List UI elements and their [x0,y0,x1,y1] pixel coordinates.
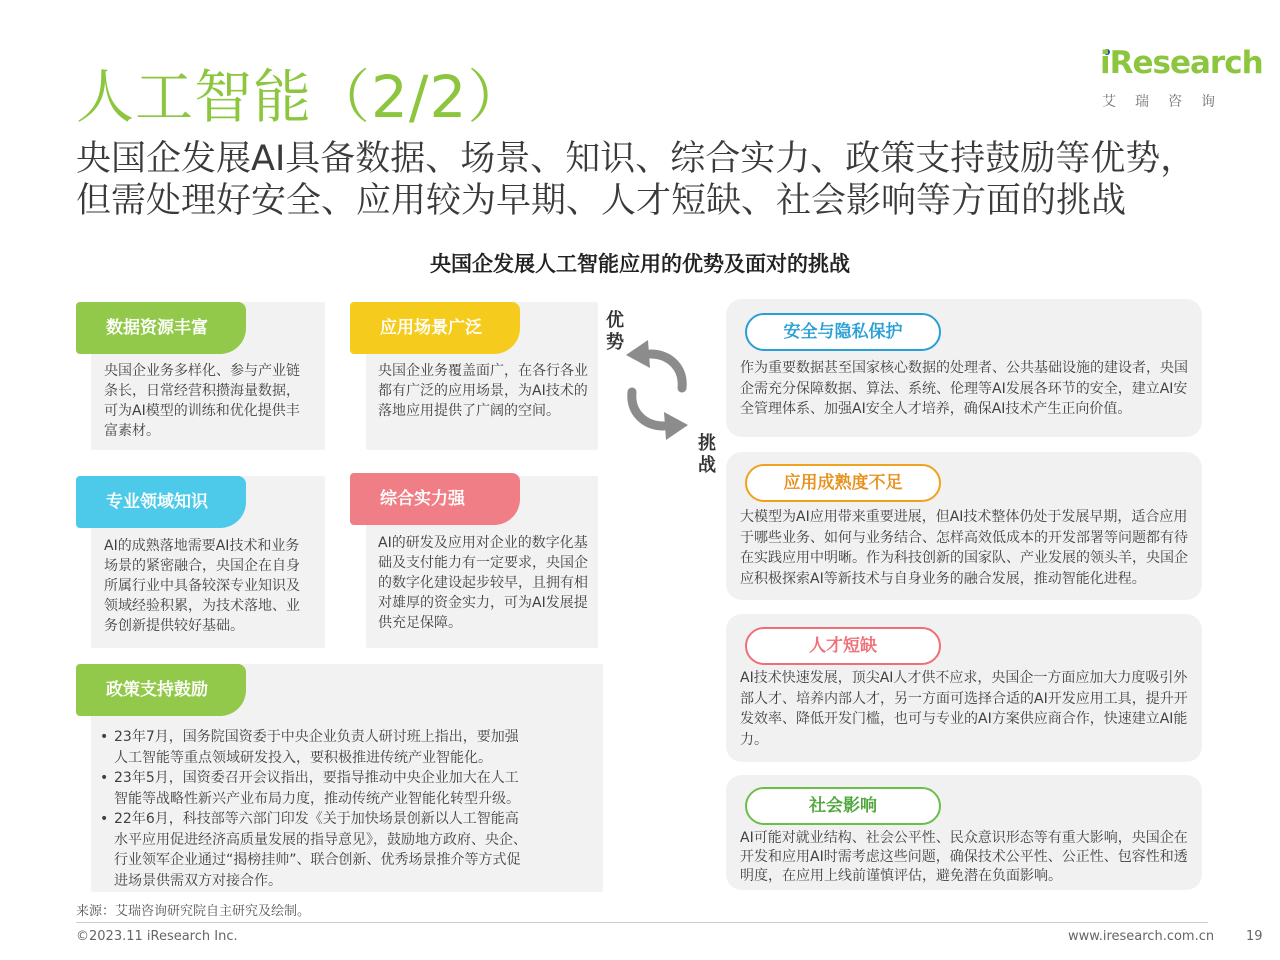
copyright: ©2023.11 iResearch Inc. [76,929,238,944]
policy-item: • 23年7月，国务院国资委于中央企业负责人研讨班上指出，要加强人工智能等重点领域研发投入，要积极推进传统产业智能化。 [100,727,530,768]
page-title: 人工智能（2/2） [76,63,527,131]
logo-subtitle: 艾瑞咨询 [1102,94,1234,110]
challenge-text-talent: AI技术快速发展，顶尖AI人才供不应求，央国企一方面应加大力度吸引外部人才、培养内部人才，另一方面可选择合适的AI开发应用工具，提升开发效率、降低开发门槛，也可与专业的AI方案供应商合作，快速建立AI能力。 [740,670,1188,748]
iresearch-logo [1100,45,1263,115]
advantage-text-data: 央国企业务多样化、参与产业链条长，日常经营积攒海量数据，可为AI模型的训练和优化提供丰富素材。 [104,363,300,439]
policy-item: • 22年6月，科技部等六部门印发《关于加快场景创新以人工智能高水平应用促进经济高质量发展的指导意见》，鼓励地方政府、央企、行业领军企业通过“揭榜挂帅”、联合创新、优秀场景推介等方式促进场景供需双方对接合作。 [100,809,530,891]
source-note: 来源：艾瑞咨询研究院自主研究及绘制。 [76,904,311,919]
advantage-text-scenario: 央国企业务覆盖面广，在各行各业都有广泛的应用场景，为AI技术的落地应用提供了广阔的空间。 [378,363,588,419]
advantage-label-scenario: 应用场景广泛 [350,302,520,354]
website-link[interactable]: www.iresearch.com.cn [1068,929,1215,944]
subtitle-line-2: 但需处理好安全、应用较为早期、人才短缺、社会影响等方面的挑战 [76,181,1127,221]
challenge-text-security: 作为重要数据甚至国家核心数据的处理者、公共基础设施的建设者，央国企需充分保障数据、算法、系统、伦理等AI发展各环节的安全，建立AI安全管理体系、加强AI安全人才培养，确保AI技术产生正向价值。 [740,360,1188,417]
challenge-label-maturity: 应用成熟度不足 [745,464,941,502]
logo-word: iResearch [1100,45,1263,81]
page-number: 19 [1246,929,1263,944]
advantage-text-strength: AI的研发及应用对企业的数字化基础及支付能力有一定要求，央国企的数字化建设起步较早，且拥有相对雄厚的资金实力，可为AI发展提供充足保障。 [378,535,588,631]
advantage-text-knowledge: AI的成熟落地需要AI技术和业务场景的紧密融合，央国企在自身所属行业中具备较深专业知识及领域经验积累，为技术落地、业务创新提供较好基础。 [104,538,300,634]
exchange-arrows-icon [618,340,698,440]
chart-title: 央国企发展人工智能应用的优势及面对的挑战 [430,252,850,276]
policy-item: • 23年5月，国资委召开会议指出，要指导推动中央企业加大在人工智能等战略性新兴产业布局力度，推动传统产业智能化转型升级。 [100,768,530,809]
advantage-label-strength: 综合实力强 [350,473,520,525]
advantage-label-knowledge: 专业领域知识 [76,476,246,528]
challenge-label-talent: 人才短缺 [745,627,941,665]
challenge-side-label: 挑战 [698,433,716,476]
page-subtitle [76,138,1195,222]
challenge-label-security: 安全与隐私保护 [745,313,941,351]
policy-label: 政策支持鼓励 [76,664,246,716]
advantage-side-label: 优势 [606,310,624,353]
subtitle-line-1: 央国企发展AI具备数据、场景、知识、综合实力、政策支持鼓励等优势， [76,139,1196,179]
challenge-text-social: AI可能对就业结构、社会公平性、民众意识形态等有重大影响，央国企在开发和应用AI时需考虑这些问题，确保技术公平性、公正性、包容性和透明度，在应用上线前谨慎评估，避免潜在负面影响。 [740,830,1188,884]
advantage-label-data: 数据资源丰富 [76,302,246,354]
footer-divider [76,922,1208,923]
challenge-label-social: 社会影响 [745,787,941,825]
policy-list [100,727,530,891]
challenge-text-maturity: 大模型为AI应用带来重要进展，但AI技术整体仍处于发展早期，适合应用于哪些业务、如何与业务结合、怎样高效低成本的开发部署等问题都有待在实践应用中明晰。作为科技创新的国家队、产业发展的领头羊，央国企应积极探索AI等新技术与自身业务的融合发展，推动智能化进程。 [740,509,1188,587]
